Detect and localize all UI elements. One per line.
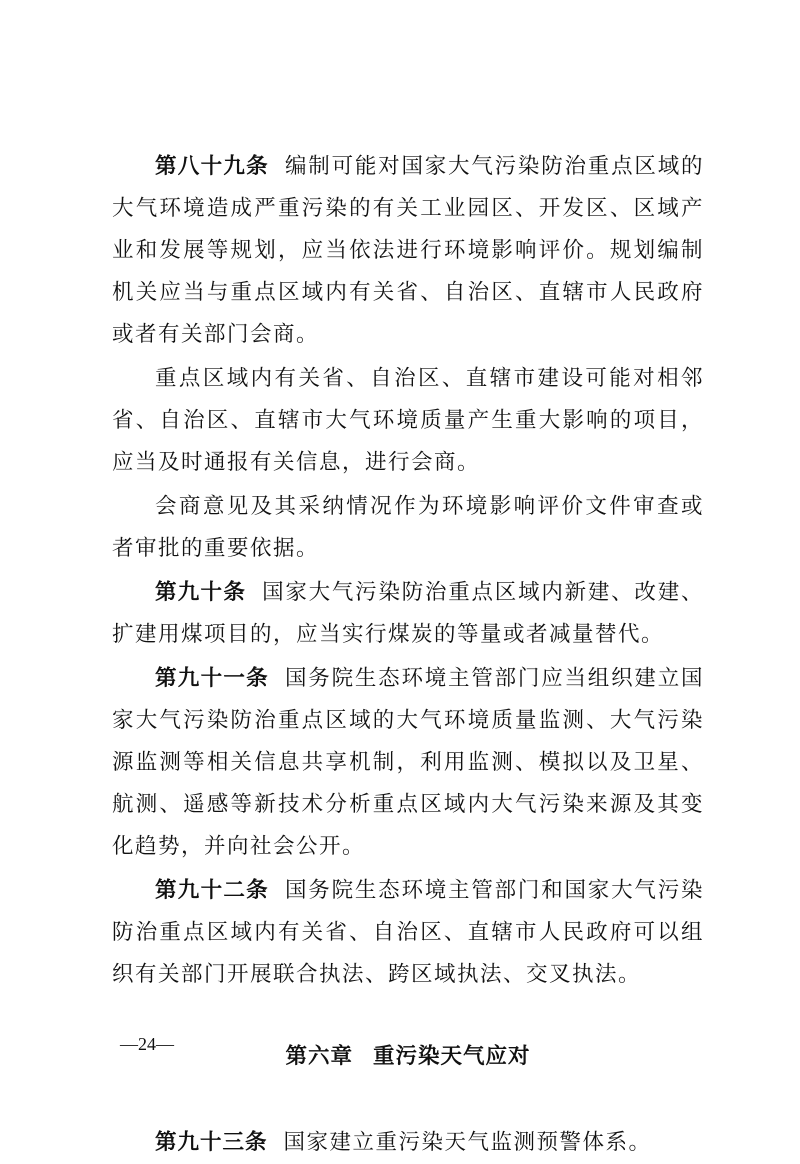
article-92-label: 第九十二条 [155,878,269,903]
article-89-text-2: 重点区域内有关省、自治区、直辖市建设可能对相邻省、自治区、直辖市大气环境质量产生重大影响的项目，应当及时通报有关信息，进行会商。 [112,366,704,475]
article-89-paragraph-2 [112,358,704,484]
article-91-paragraph [112,658,704,868]
article-93-label: 第九十三条 [155,1130,268,1155]
article-89-text-3: 会商意见及其采纳情况作为环境影响评价文件审查或者审批的重要依据。 [112,494,704,561]
article-90-label: 第九十条 [155,580,247,605]
body-text [112,146,704,1164]
article-89-text-1: 编制可能对国家大气污染防治重点区域的大气环境造成严重污染的有关工业园区、开发区、区域产业和发展等规划，应当依法进行环境影响评价。规划编制机关应当与重点区域内有关省、自治区、直辖市人民政府或者有关部门会商。 [112,154,704,347]
article-91-label: 第九十一条 [155,666,269,691]
chapter-title: 重污染天气应对 [373,1044,531,1069]
article-89-paragraph-3 [112,486,704,570]
article-90-text: 国家大气污染防治重点区域内新建、改建、扩建用煤项目的，应当实行煤炭的等量或者减量替代。 [112,580,704,647]
article-93-paragraph [112,1122,704,1164]
chapter-heading [112,1036,704,1078]
article-93-text: 国家建立重污染天气监测预警体系。 [283,1130,652,1155]
article-90-paragraph [112,572,704,656]
article-92-text: 国务院生态环境主管部门和国家大气污染防治重点区域内有关省、自治区、直辖市人民政府可以组织有关部门开展联合执法、跨区域执法、交叉执法。 [112,878,704,987]
page-number: —24— [120,1034,174,1054]
article-91-text: 国务院生态环境主管部门应当组织建立国家大气污染防治重点区域的大气环境质量监测、大气污染源监测等相关信息共享机制，利用监测、模拟以及卫星、航测、遥感等新技术分析重点区域内大气污染来源及其变化趋势，并向社会公开。 [112,666,704,859]
article-92-paragraph [112,870,704,996]
article-89-label: 第八十九条 [155,154,269,179]
chapter-number: 第六章 [285,1044,353,1069]
article-89-paragraph-1 [112,146,704,356]
